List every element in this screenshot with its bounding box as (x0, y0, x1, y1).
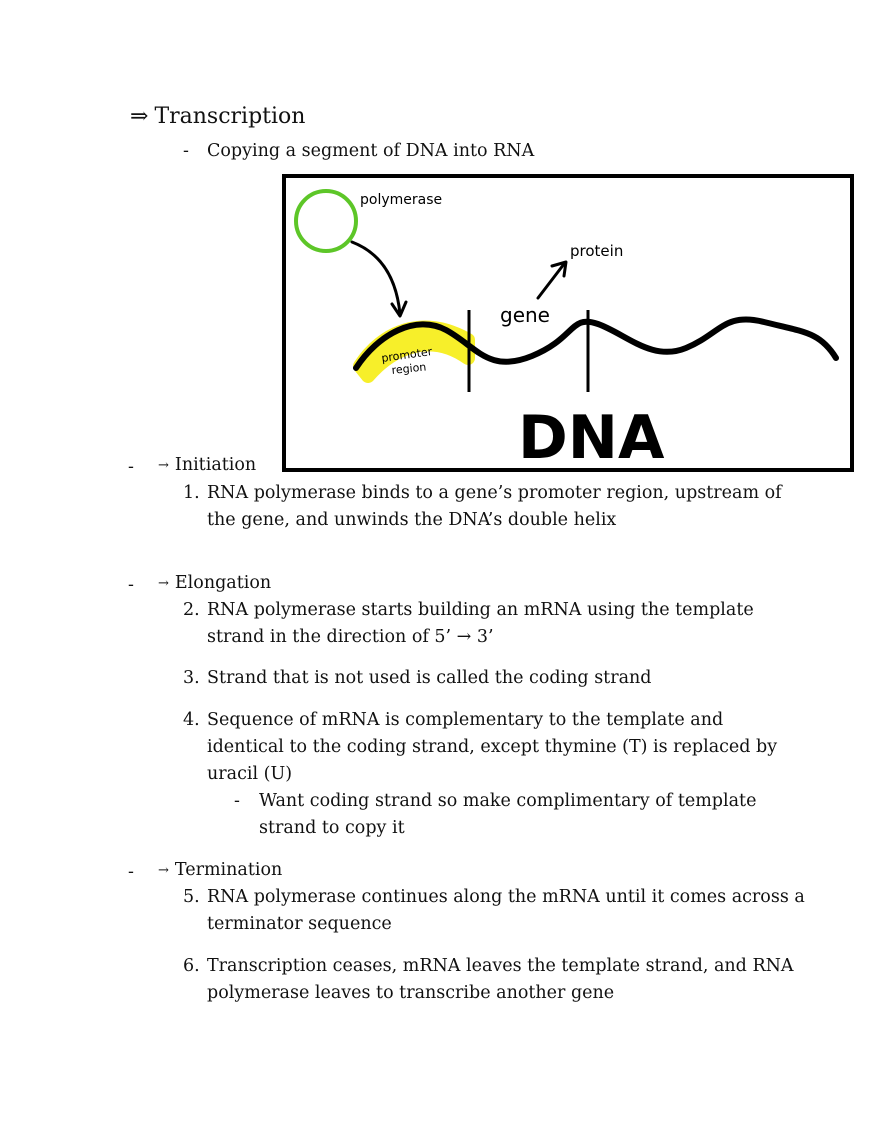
protein-arrow (538, 264, 564, 298)
dna-label: DNA (518, 403, 665, 472)
item-line: RNA polymerase starts building an mRNA using the template (207, 600, 754, 620)
right-arrow-icon: → (158, 458, 169, 473)
elongation-heading (158, 570, 271, 597)
termination-title: Termination (174, 860, 283, 880)
gene-label: gene (500, 303, 550, 327)
initiation-bullet: - (128, 457, 134, 477)
promoter-label-line1: promoter (380, 344, 433, 365)
right-arrow-icon: → (158, 863, 169, 878)
item-line: RNA polymerase binds to a gene’s promoter region, upstream of (207, 483, 782, 503)
item-line: polymerase leaves to transcribe another gene (207, 983, 615, 1003)
elongation-title: Elongation (174, 573, 272, 593)
polymerase-label: polymerase (360, 192, 443, 208)
item-line: Strand that is not used is called the coding strand (207, 668, 652, 688)
double-arrow-icon: ⇒ (130, 104, 149, 129)
item-line: RNA polymerase continues along the mRNA until it comes across a (207, 887, 805, 907)
protein-label: protein (570, 242, 624, 260)
sub-bullet: - (234, 791, 240, 811)
initiation-title: Initiation (174, 455, 257, 475)
page-title-text: Transcription (154, 104, 306, 129)
item-number: 5. (183, 887, 200, 907)
item-number: 3. (183, 668, 200, 688)
item-line: identical to the coding strand, except thymine (T) is replaced by (207, 737, 778, 757)
item-number: 2. (183, 600, 200, 620)
item-line: Transcription ceases, mRNA leaves the template strand, and RNA (207, 956, 794, 976)
right-arrow-icon: → (158, 576, 169, 591)
polymerase-circle (296, 191, 356, 251)
definition-text: Copying a segment of DNA into RNA (207, 141, 535, 161)
promoter-label-line2: region (390, 360, 427, 377)
item-line: Sequence of mRNA is complementary to the template and (207, 710, 724, 730)
termination-heading (158, 857, 282, 884)
termination-bullet: - (128, 862, 134, 882)
sub-item-line: strand to copy it (259, 818, 405, 838)
item-number: 1. (183, 483, 200, 503)
item-number: 6. (183, 956, 200, 976)
item-line: terminator sequence (207, 914, 392, 934)
elongation-bullet: - (128, 575, 134, 595)
definition-bullet: - (183, 141, 189, 161)
item-line: uracil (U) (207, 764, 293, 784)
page-title (130, 104, 305, 129)
item-line: the gene, and unwinds the DNA’s double helix (207, 510, 617, 530)
initiation-heading (158, 452, 256, 479)
item-line: strand in the direction of 5’ → 3’ (207, 627, 494, 647)
sub-item-line: Want coding strand so make complimentary of template (259, 791, 757, 811)
dna-diagram (282, 174, 854, 472)
item-number: 4. (183, 710, 200, 730)
